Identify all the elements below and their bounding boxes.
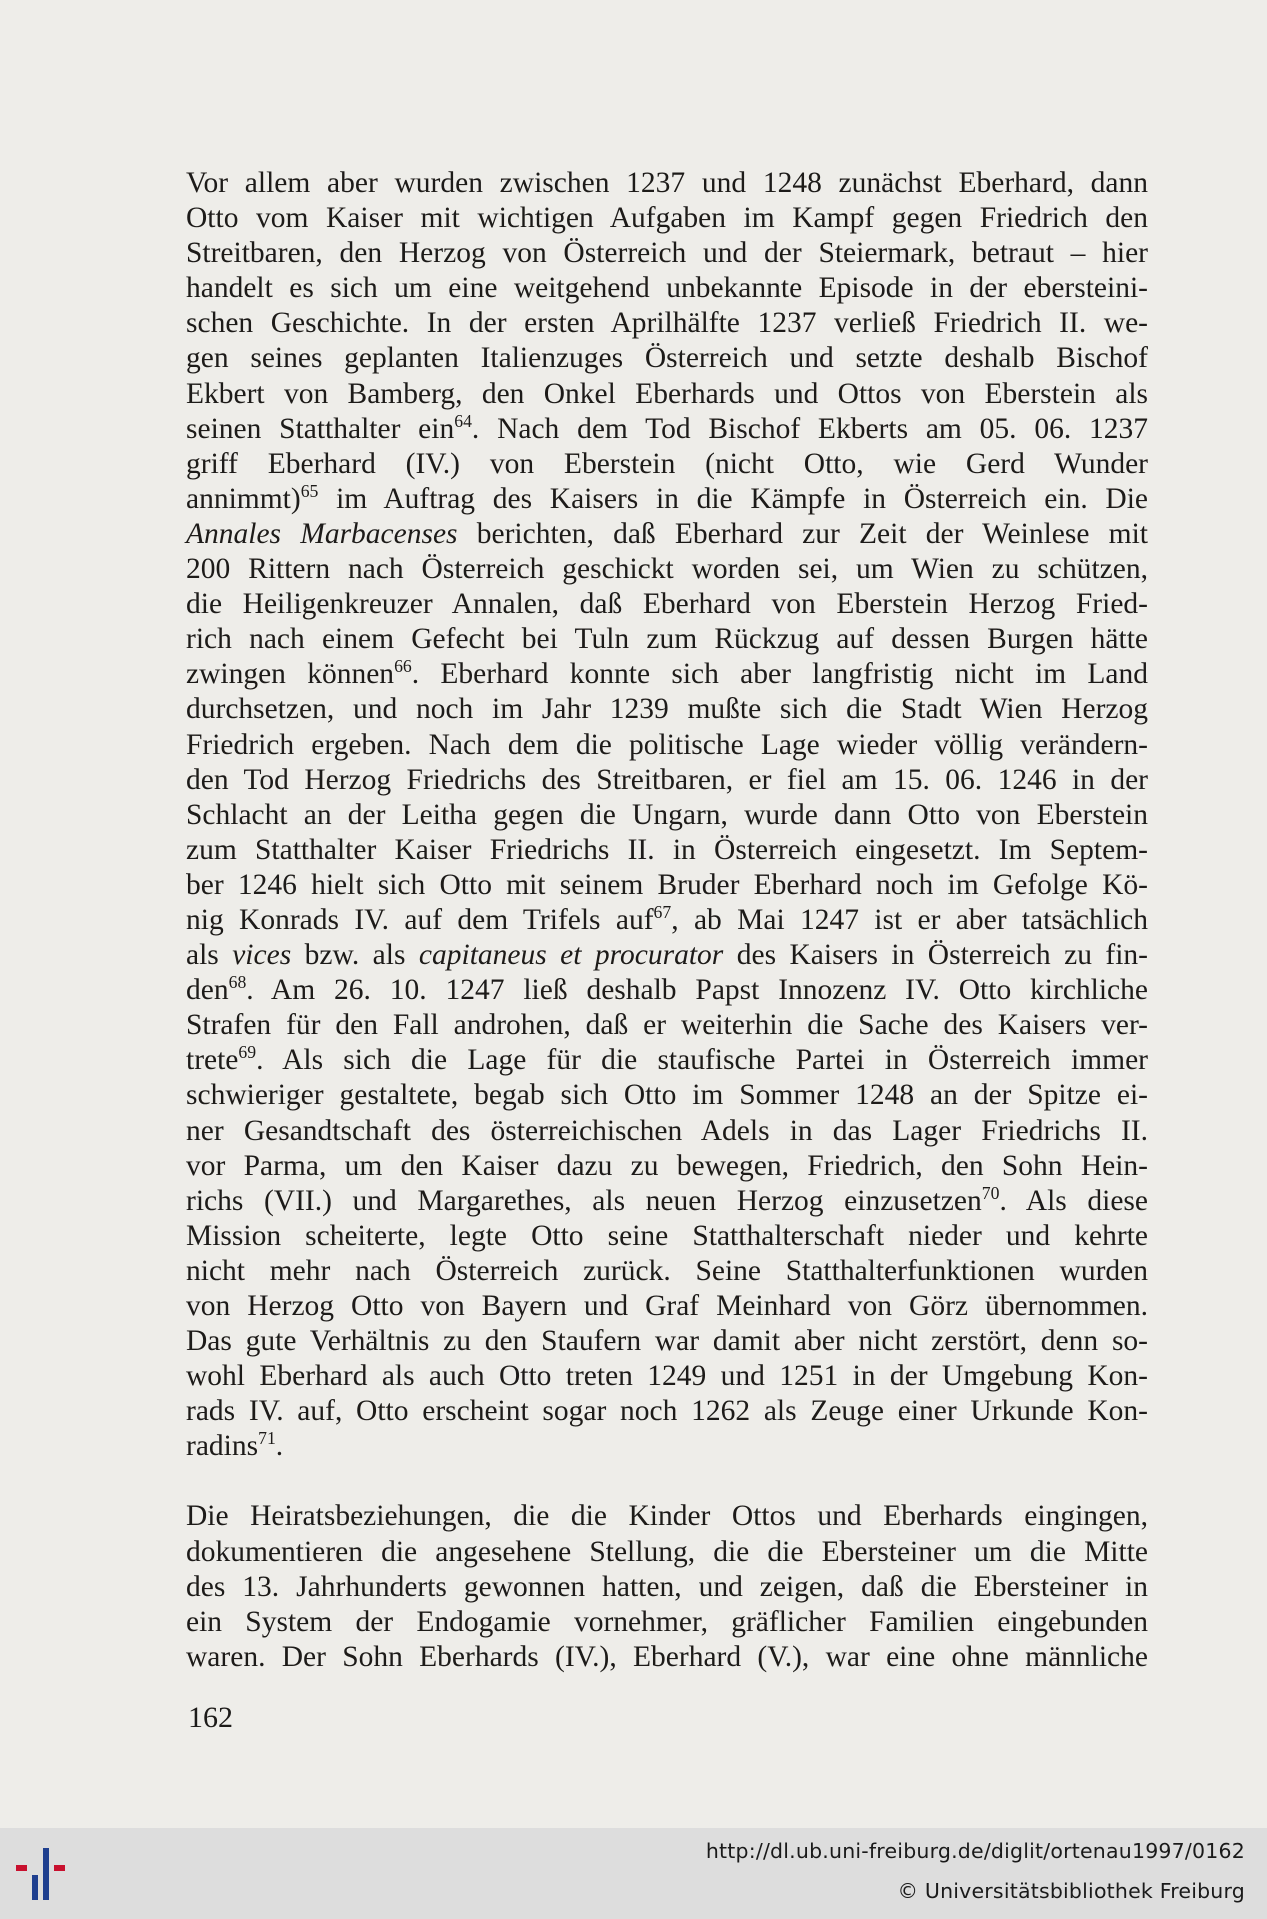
text-line bbox=[186, 1324, 1148, 1359]
footnote-reference: 65 bbox=[300, 480, 319, 501]
text-run: . Eberhard konnte sich aber langfristig nicht im Land bbox=[411, 658, 1149, 691]
text-line bbox=[186, 587, 1148, 622]
text-run: . Nach dem Tod Bischof Ekberts am 05. 06. 1237 bbox=[471, 412, 1148, 445]
text-run: zwingen können bbox=[186, 658, 395, 691]
text-line bbox=[186, 271, 1148, 306]
text-run: schen Geschichte. In der ersten Aprilhälfte 1237 verließ Friedrich II. we- bbox=[186, 307, 1148, 340]
text-line bbox=[186, 517, 1148, 552]
text-line bbox=[186, 1254, 1148, 1289]
text-run: annimmt) bbox=[186, 482, 301, 515]
text-run: nicht mehr nach Österreich zurück. Seine Statthalterfunktionen wurden bbox=[186, 1254, 1148, 1287]
text-run: des Kaisers in Österreich zu fin- bbox=[723, 939, 1148, 972]
text-run: den bbox=[186, 974, 229, 1007]
italic-title: capitaneus et procurator bbox=[418, 939, 724, 972]
text-line bbox=[186, 1429, 1148, 1464]
text-run: gen seines geplanten Italienzuges Österreich und setzte deshalb Bischof bbox=[186, 342, 1148, 375]
text-run: griff Eberhard (IV.) von Eberstein (nicht Otto, wie Gerd Wunder bbox=[186, 447, 1148, 480]
text-run: richs (VII.) und Margarethes, als neuen Herzog einzusetzen bbox=[186, 1184, 982, 1217]
text-line bbox=[186, 1605, 1148, 1640]
footnote-reference: 68 bbox=[228, 972, 247, 993]
text-run: Schlacht an der Leitha gegen die Ungarn, wurde dann Otto von Eberstein bbox=[186, 798, 1148, 831]
text-run: zum Statthalter Kaiser Friedrichs II. in Österreich eingesetzt. Im Septem- bbox=[186, 833, 1148, 866]
text-run: des 13. Jahrhunderts gewonnen hatten, und zeigen, daß die Ebersteiner in bbox=[186, 1570, 1148, 1603]
text-run: rads IV. auf, Otto erscheint sogar noch 1262 als Zeuge einer Urkunde Kon- bbox=[186, 1395, 1148, 1428]
text-line bbox=[186, 798, 1148, 833]
text-run: wohl Eberhard als auch Otto treten 1249 und 1251 in der Umgebung Kon- bbox=[186, 1360, 1148, 1393]
text-line bbox=[186, 833, 1148, 868]
text-run: handelt es sich um eine weitgehend unbekannte Episode in der ebersteini- bbox=[186, 272, 1148, 305]
text-run: Friedrich ergeben. Nach dem die politische Lage wieder völlig verändern- bbox=[186, 728, 1148, 761]
text-line bbox=[186, 306, 1148, 341]
text-run: Die Heiratsbeziehungen, die die Kinder Ottos und Eberhards eingingen, bbox=[186, 1500, 1148, 1533]
text-line bbox=[186, 728, 1148, 763]
text-run: ber 1246 hielt sich Otto mit seinem Bruder Eberhard noch im Gefolge Kö- bbox=[186, 868, 1148, 901]
text-line bbox=[186, 341, 1148, 376]
text-line bbox=[186, 622, 1148, 657]
text-run: ein System der Endogamie vornehmer, gräflicher Familien eingebunden bbox=[186, 1605, 1148, 1638]
text-run: bzw. als bbox=[291, 939, 419, 972]
text-line bbox=[186, 447, 1148, 482]
text-line bbox=[186, 1114, 1148, 1149]
text-run: Ekbert von Bamberg, den Onkel Eberhards und Ottos von Eberstein als bbox=[186, 377, 1148, 410]
footnote-reference: 66 bbox=[394, 656, 412, 677]
text-line bbox=[186, 903, 1148, 938]
text-run: vor Parma, um den Kaiser dazu zu bewegen, Friedrich, den Sohn Hein- bbox=[186, 1149, 1148, 1182]
logo-graphic bbox=[14, 1845, 78, 1903]
text-run: Strafen für den Fall androhen, daß er weiterhin die Sache des Kaisers ver- bbox=[186, 1009, 1148, 1042]
text-run: berichten, daß Eberhard zur Zeit der Weinlese mit bbox=[457, 517, 1148, 550]
copyright-notice: © Universitätsbibliothek Freiburg bbox=[897, 1879, 1245, 1903]
text-line bbox=[186, 763, 1148, 798]
footnote-reference: 64 bbox=[454, 410, 472, 431]
text-line bbox=[186, 1394, 1148, 1429]
footer-bar bbox=[0, 1828, 1267, 1919]
text-run: , ab Mai 1247 ist er aber tatsächlich bbox=[671, 903, 1148, 936]
text-run: . Als sich die Lage für die staufische Partei in Österreich immer bbox=[256, 1044, 1148, 1077]
footnote-reference: 70 bbox=[981, 1182, 1000, 1203]
text-line bbox=[186, 1043, 1148, 1078]
text-line bbox=[186, 1219, 1148, 1254]
text-run: rich nach einem Gefecht bei Tuln zum Rückzug auf dessen Burgen hätte bbox=[186, 623, 1148, 656]
text-run: dokumentieren die angesehene Stellung, die die Ebersteiner um die Mitte bbox=[186, 1535, 1148, 1568]
text-run: im Auftrag des Kaisers in die Kämpfe in Österreich ein. Die bbox=[318, 482, 1148, 515]
text-run: schwieriger gestaltete, begab sich Otto im Sommer 1248 an der Spitze ei- bbox=[186, 1079, 1148, 1112]
text-run: Das gute Verhältnis zu den Staufern war damit aber nicht zerstört, denn so- bbox=[186, 1325, 1148, 1358]
text-line bbox=[186, 377, 1148, 412]
text-run: Vor allem aber wurden zwischen 1237 und 1248 zunächst Eberhard, dann bbox=[186, 167, 1148, 199]
text-line bbox=[186, 938, 1148, 973]
page-number: 162 bbox=[188, 1701, 233, 1734]
text-run: . bbox=[275, 1430, 284, 1463]
text-run: . Als diese bbox=[999, 1184, 1149, 1217]
italic-title: vices bbox=[232, 939, 292, 972]
text-line bbox=[186, 1008, 1148, 1043]
text-run: durchsetzen, und noch im Jahr 1239 mußte sich die Stadt Wien Herzog bbox=[186, 693, 1148, 726]
text-line bbox=[186, 412, 1148, 447]
text-line bbox=[186, 1149, 1148, 1184]
ub-freiburg-logo-icon bbox=[14, 1845, 78, 1903]
text-line bbox=[186, 1640, 1148, 1675]
text-run: ner Gesandtschaft des österreichischen Adels in das Lager Friedrichs II. bbox=[186, 1114, 1148, 1147]
permalink-url[interactable]: http://dl.ub.uni-freiburg.de/diglit/ortenau1997/0162 bbox=[705, 1839, 1245, 1863]
text-run: von Herzog Otto von Bayern und Graf Meinhard von Görz übernommen. bbox=[186, 1290, 1148, 1322]
text-line bbox=[186, 1570, 1148, 1605]
text-run: Streitbaren, den Herzog von Österreich und der Steiermark, betraut – hier bbox=[186, 237, 1148, 270]
text-line bbox=[186, 1535, 1148, 1570]
text-run: seinen Statthalter ein bbox=[186, 412, 455, 445]
text-run: den Tod Herzog Friedrichs des Streitbaren, er fiel am 15. 06. 1246 in der bbox=[186, 763, 1148, 796]
footnote-reference: 69 bbox=[238, 1042, 257, 1063]
text-line bbox=[186, 868, 1148, 903]
text-line bbox=[186, 166, 1148, 201]
text-line bbox=[186, 1184, 1148, 1219]
text-run: trete bbox=[186, 1044, 239, 1077]
text-line bbox=[186, 1359, 1148, 1394]
paragraph bbox=[186, 1499, 1148, 1674]
text-run: als bbox=[186, 939, 233, 972]
text-line bbox=[186, 236, 1148, 271]
text-run: die Heiligenkreuzer Annalen, daß Eberhard von Eberstein Herzog Fried- bbox=[186, 588, 1148, 621]
text-run: nig Konrads IV. auf dem Trifels auf bbox=[186, 903, 654, 936]
footnote-reference: 67 bbox=[653, 902, 672, 922]
text-run: . Am 26. 10. 1247 ließ deshalb Papst Innozenz IV. Otto kirchliche bbox=[246, 974, 1148, 1007]
text-line bbox=[186, 482, 1148, 517]
text-line bbox=[186, 552, 1148, 587]
body-text bbox=[186, 166, 1148, 1675]
text-line bbox=[186, 973, 1148, 1008]
text-run: radins bbox=[186, 1430, 259, 1463]
text-line bbox=[186, 1289, 1148, 1324]
text-line bbox=[186, 1078, 1148, 1113]
footnote-reference: 71 bbox=[258, 1428, 276, 1449]
text-run: Mission scheiterte, legte Otto seine Statthalterschaft nieder und kehrte bbox=[186, 1219, 1148, 1252]
text-line bbox=[186, 201, 1148, 236]
text-run: waren. Der Sohn Eberhards (IV.), Eberhard (V.), war eine ohne männliche bbox=[186, 1640, 1148, 1673]
italic-title: Annales Marbacenses bbox=[186, 517, 458, 550]
paragraph bbox=[186, 166, 1148, 1464]
text-run: 200 Rittern nach Österreich geschickt worden sei, um Wien zu schützen, bbox=[186, 553, 1148, 586]
text-line bbox=[186, 692, 1148, 727]
text-line bbox=[186, 657, 1148, 692]
text-line bbox=[186, 1499, 1148, 1534]
text-run: Otto vom Kaiser mit wichtigen Aufgaben im Kampf gegen Friedrich den bbox=[186, 202, 1148, 235]
